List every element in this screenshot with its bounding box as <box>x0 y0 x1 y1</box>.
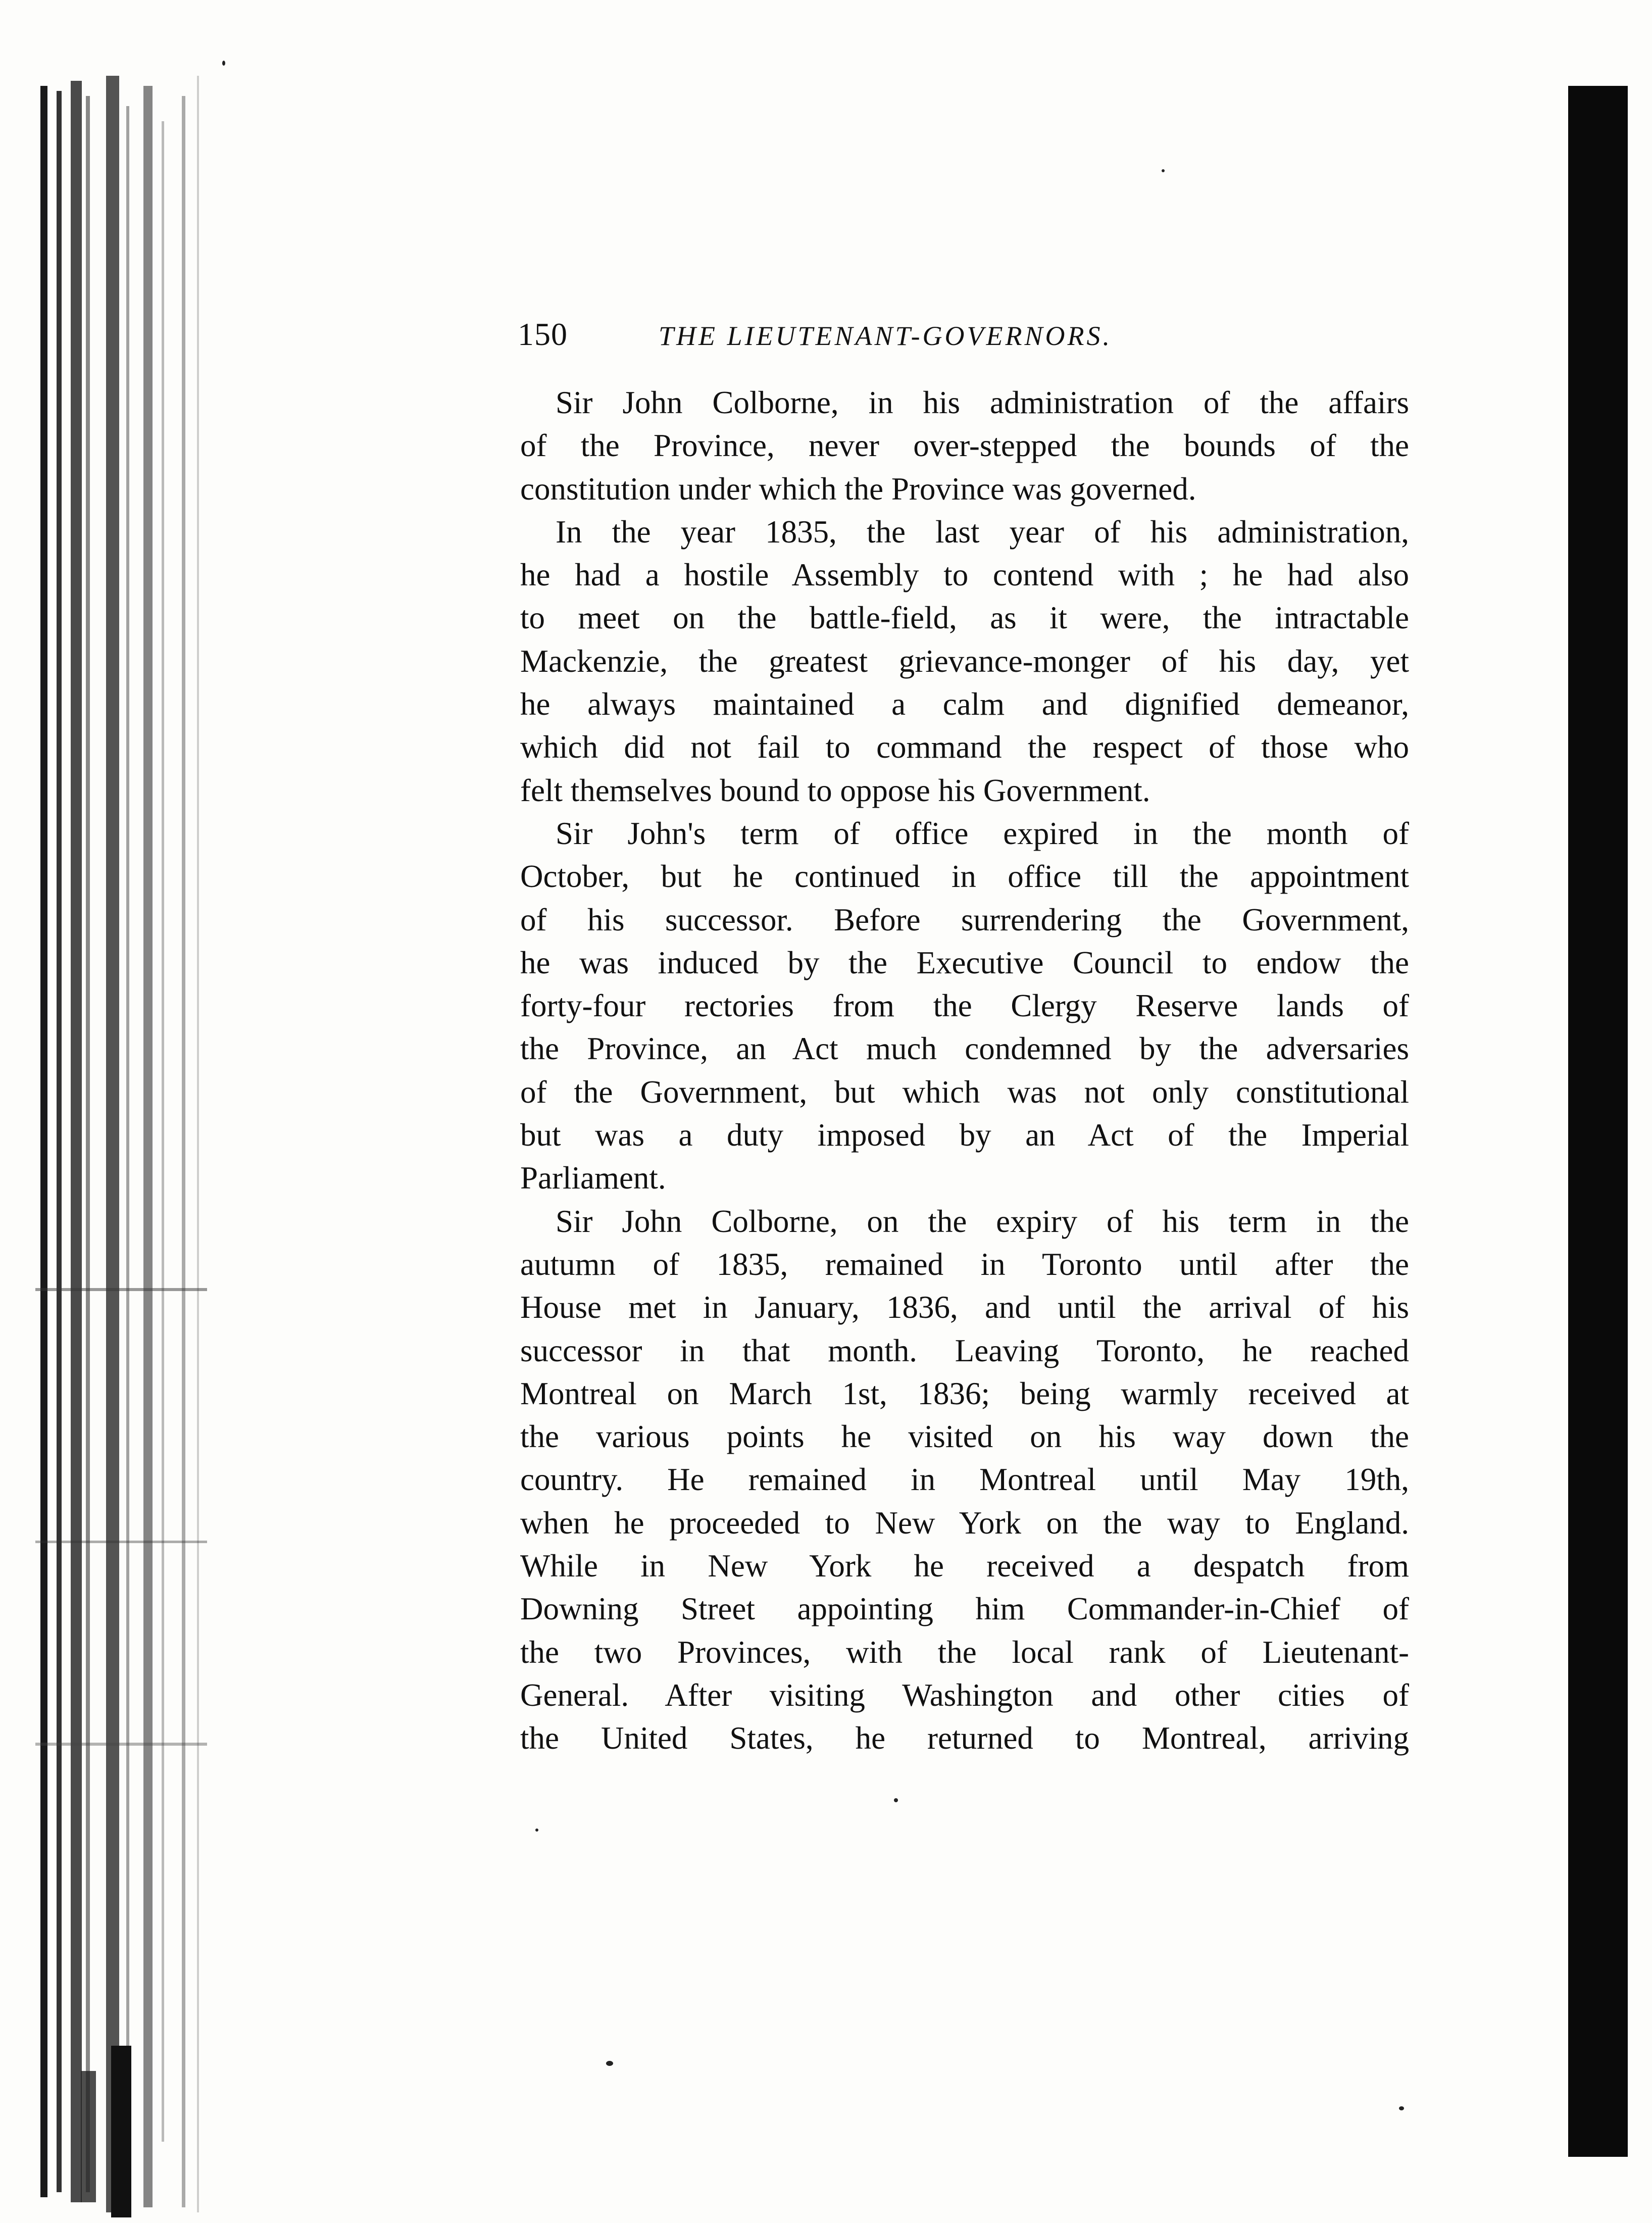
running-title: THE LIEUTENANT-GOVERNORS. <box>659 321 1113 351</box>
text-line: when he proceeded to New York on the way to England. <box>520 1505 1409 1541</box>
text-line: successor in that month. Leaving Toronto, he reached <box>520 1332 1409 1368</box>
text-line: autumn of 1835, remained in Toronto until after the <box>520 1246 1409 1282</box>
text-line: which did not fail to command the respect of those who <box>520 729 1409 765</box>
text-line: In the year 1835, the last year of his administration, <box>556 514 1409 550</box>
text-line: of the Government, but which was not only constitutional <box>520 1074 1409 1110</box>
scan-speck <box>606 2061 613 2066</box>
text-line: but was a duty imposed by an Act of the Imperial <box>520 1117 1409 1153</box>
text-line: of the Province, never over-stepped the bounds of the <box>520 428 1409 464</box>
text-line: the United States, he returned to Montreal, arriving <box>520 1720 1409 1756</box>
paragraph <box>520 381 1409 511</box>
text-line: While in New York he received a despatch from <box>520 1548 1409 1584</box>
text-line: House met in January, 1836, and until the arrival of his <box>520 1290 1409 1325</box>
text-line: he always maintained a calm and dignified demeanor, <box>520 686 1409 722</box>
text-line: of his successor. Before surrendering the Government, <box>520 902 1409 937</box>
text-line: constitution under which the Province was governed. <box>520 471 1196 507</box>
scan-speck <box>1399 2106 1404 2110</box>
scan-speck <box>535 1829 538 1832</box>
text-line: Downing Street appointing him Commander-in-Chief of <box>520 1591 1409 1627</box>
text-line: Montreal on March 1st, 1836; being warmly received at <box>520 1375 1409 1411</box>
scan-speck <box>894 1798 898 1802</box>
text-line: Mackenzie, the greatest grievance-monger of his day, yet <box>520 643 1409 679</box>
binding-edge-right <box>1568 86 1628 2157</box>
gutter-shadow-graphic <box>35 76 207 2217</box>
paragraph <box>520 1200 1409 1760</box>
scan-speck <box>1162 169 1165 172</box>
text-line: Parliament. <box>520 1160 666 1196</box>
text-line: the two Provinces, with the local rank of Lieutenant- <box>520 1634 1409 1670</box>
text-line: country. He remained in Montreal until May 19th, <box>520 1462 1409 1498</box>
text-line: Sir John Colborne, in his administration of the affairs <box>556 385 1409 420</box>
text-line: forty-four rectories from the Clergy Reserve lands of <box>520 988 1409 1024</box>
text-line: the various points he visited on his way down the <box>520 1419 1409 1455</box>
text-line: he had a hostile Assembly to contend with ; he had also <box>520 557 1409 593</box>
scan-speck <box>222 61 225 66</box>
text-line: Sir John Colborne, on the expiry of his term in the <box>556 1203 1409 1239</box>
paragraph <box>520 812 1409 1200</box>
text-line: to meet on the battle-field, as it were, the intractable <box>520 600 1409 636</box>
text-line: October, but he continued in office till the appointment <box>520 859 1409 895</box>
text-line: Sir John's term of office expired in the month of <box>556 815 1409 851</box>
page-number: 150 <box>518 316 568 352</box>
paragraph <box>520 511 1409 812</box>
text-line: General. After visiting Washington and other cities of <box>520 1677 1409 1713</box>
page-header <box>518 316 1427 361</box>
text-line: felt themselves bound to oppose his Government. <box>520 772 1150 808</box>
text-line: he was induced by the Executive Council to endow the <box>520 945 1409 980</box>
body-text <box>520 381 1409 1760</box>
text-line: the Province, an Act much condemned by the adversaries <box>520 1031 1409 1067</box>
scanned-gutter-edge <box>35 76 207 2217</box>
